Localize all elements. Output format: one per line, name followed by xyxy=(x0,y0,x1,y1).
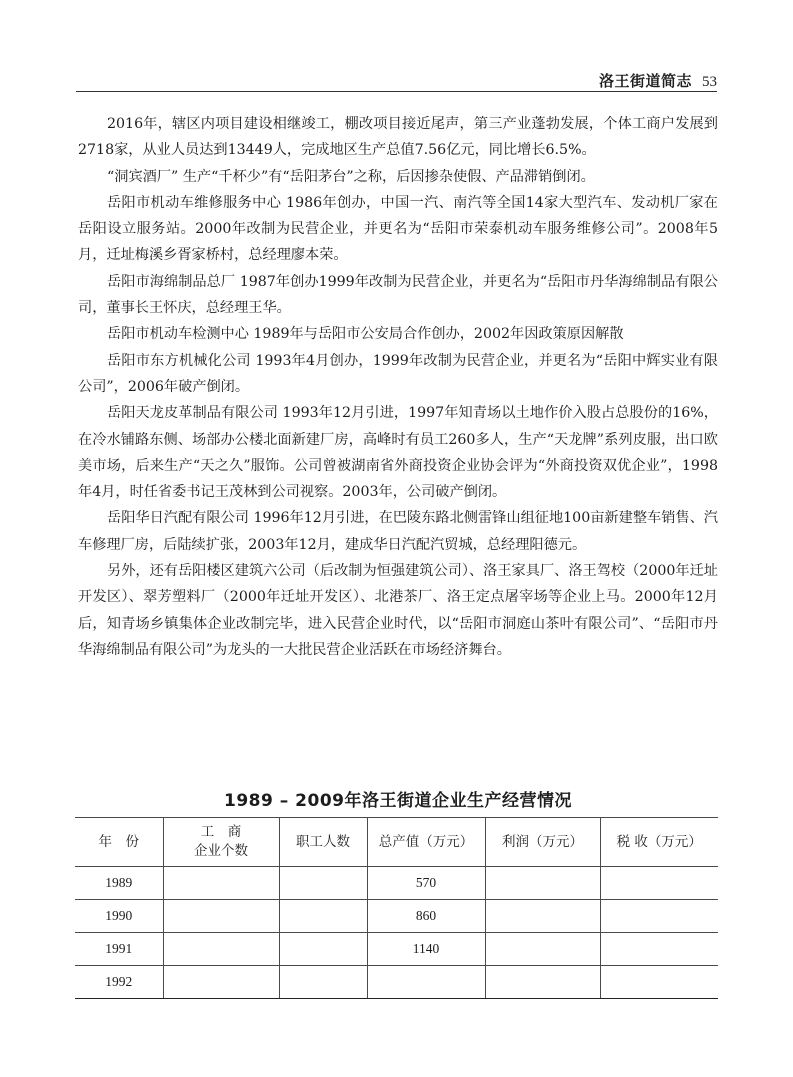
paragraph: 岳阳天龙皮革制品有限公司 1993年12月引进，1997年知青场以土地作价入股占总股份的16%，在冷水铺路东侧、场部办公楼北面新建厂房，高峰时有员工260多人，生产“天龙牌”系列皮服，出口欧美市场，后来生产“天之久”服饰。公司曾被湖南省外商投资企业协会评为“外商投资双优企业”，1998年4月，时任省委书记王茂林到公司视察。2003年，公司破产倒闭。 xyxy=(78,405,718,501)
table-cell xyxy=(163,966,279,999)
table-cell xyxy=(485,867,600,900)
paragraph: 岳阳市机动车维修服务中心 1986年创办，中国一汽、南汽等全国14家大型汽车、发动机厂家在岳阳设立服务站。2000年改制为民营企业，并更名为“岳阳市荣泰机动车服务维修公司”。2008年5月，迁址梅溪乡胥家桥村，总经理廖本荣。 xyxy=(78,194,718,264)
table-cell: 1990 xyxy=(75,900,163,933)
table-cell xyxy=(485,933,600,966)
paragraph: 另外，还有岳阳楼区建筑六公司（后改制为恒强建筑公司）、洛王家具厂、洛王驾校（2000年迁址开发区）、翠芳塑料厂（2000年迁址开发区）、北港茶厂、洛王定点屠宰场等企业上马。2000年12月后，知青场乡镇集体企业改制完毕，进入民营企业时代，以“岳阳市洞庭山茶叶有限公司”、“岳阳市丹华海绵制品有限公司”为龙头的一大批民营企业活跃在市场经济舞台。 xyxy=(78,563,718,658)
table-cell xyxy=(279,900,367,933)
table-cell xyxy=(600,867,718,900)
table-title: 1989 – 2009年洛王街道企业生产经营情况 xyxy=(224,791,572,811)
section-title: 洛王街道简志 xyxy=(598,72,692,90)
table-cell xyxy=(600,966,718,999)
enterprise-stats-table xyxy=(75,817,718,999)
table-cell xyxy=(485,900,600,933)
table-header-row xyxy=(75,818,718,867)
table-cell: 1992 xyxy=(75,966,163,999)
table-cell xyxy=(279,933,367,966)
table-row xyxy=(75,966,718,999)
column-header-enterprise-count: 工 商 企业个数 xyxy=(163,818,279,867)
table-cell xyxy=(600,933,718,966)
table-cell xyxy=(163,867,279,900)
table-cell: 570 xyxy=(367,867,485,900)
table-cell xyxy=(163,900,279,933)
table-cell xyxy=(279,867,367,900)
page-number: 53 xyxy=(702,74,717,90)
table-cell: 860 xyxy=(367,900,485,933)
table-cell: 1991 xyxy=(75,933,163,966)
paragraph: 岳阳市机动车检测中心 1989年与岳阳市公安局合作创办，2002年因政策原因解散 xyxy=(107,326,624,343)
table-cell xyxy=(279,966,367,999)
table-cell xyxy=(600,900,718,933)
table-cell: 1140 xyxy=(367,933,485,966)
table-cell: 1989 xyxy=(75,867,163,900)
column-header-tax: 税 收（万元） xyxy=(600,818,718,867)
paragraph: 岳阳市海绵制品总厂 1987年创办1999年改制为民营企业，并更名为“岳阳市丹华海绵制品有限公司，董事长王怀庆，总经理王华。 xyxy=(78,273,718,317)
paragraph: 岳阳市东方机械化公司 1993年4月创办，1999年改制为民营企业，并更名为“岳阳中辉实业有限公司”，2006年破产倒闭。 xyxy=(78,352,718,395)
header-rule xyxy=(76,91,717,92)
running-header xyxy=(599,70,717,91)
paragraph: 岳阳华日汽配有限公司 1996年12月引进，在巴陵东路北侧雷锋山组征地100亩新建整车销售、汽车修理厂房，后陆续扩张，2003年12月，建成华日汽配汽贸城，总经理阳德元。 xyxy=(78,510,718,553)
paragraph: 2016年，辖区内项目建设相继竣工，棚改项目接近尾声，第三产业蓬勃发展，个体工商户发展到2718家，从业人员达到13449人，完成地区生产总值7.56亿元，同比增长6.5%。 xyxy=(78,116,718,159)
table-cell xyxy=(485,966,600,999)
body-text xyxy=(78,111,718,663)
table-row xyxy=(75,933,718,966)
table-cell xyxy=(367,966,485,999)
paragraph: “洞宾酒厂” 生产“千杯少”有“岳阳茅台”之称，后因掺杂使假、产品滞销倒闭。 xyxy=(107,168,595,185)
table-cell xyxy=(163,933,279,966)
column-header-output-value: 总产值（万元） xyxy=(367,818,485,867)
table-row xyxy=(75,900,718,933)
column-header-year: 年 份 xyxy=(75,818,163,867)
column-header-employees: 职工人数 xyxy=(279,818,367,867)
column-header-profit: 利润（万元） xyxy=(485,818,600,867)
table-row xyxy=(75,867,718,900)
